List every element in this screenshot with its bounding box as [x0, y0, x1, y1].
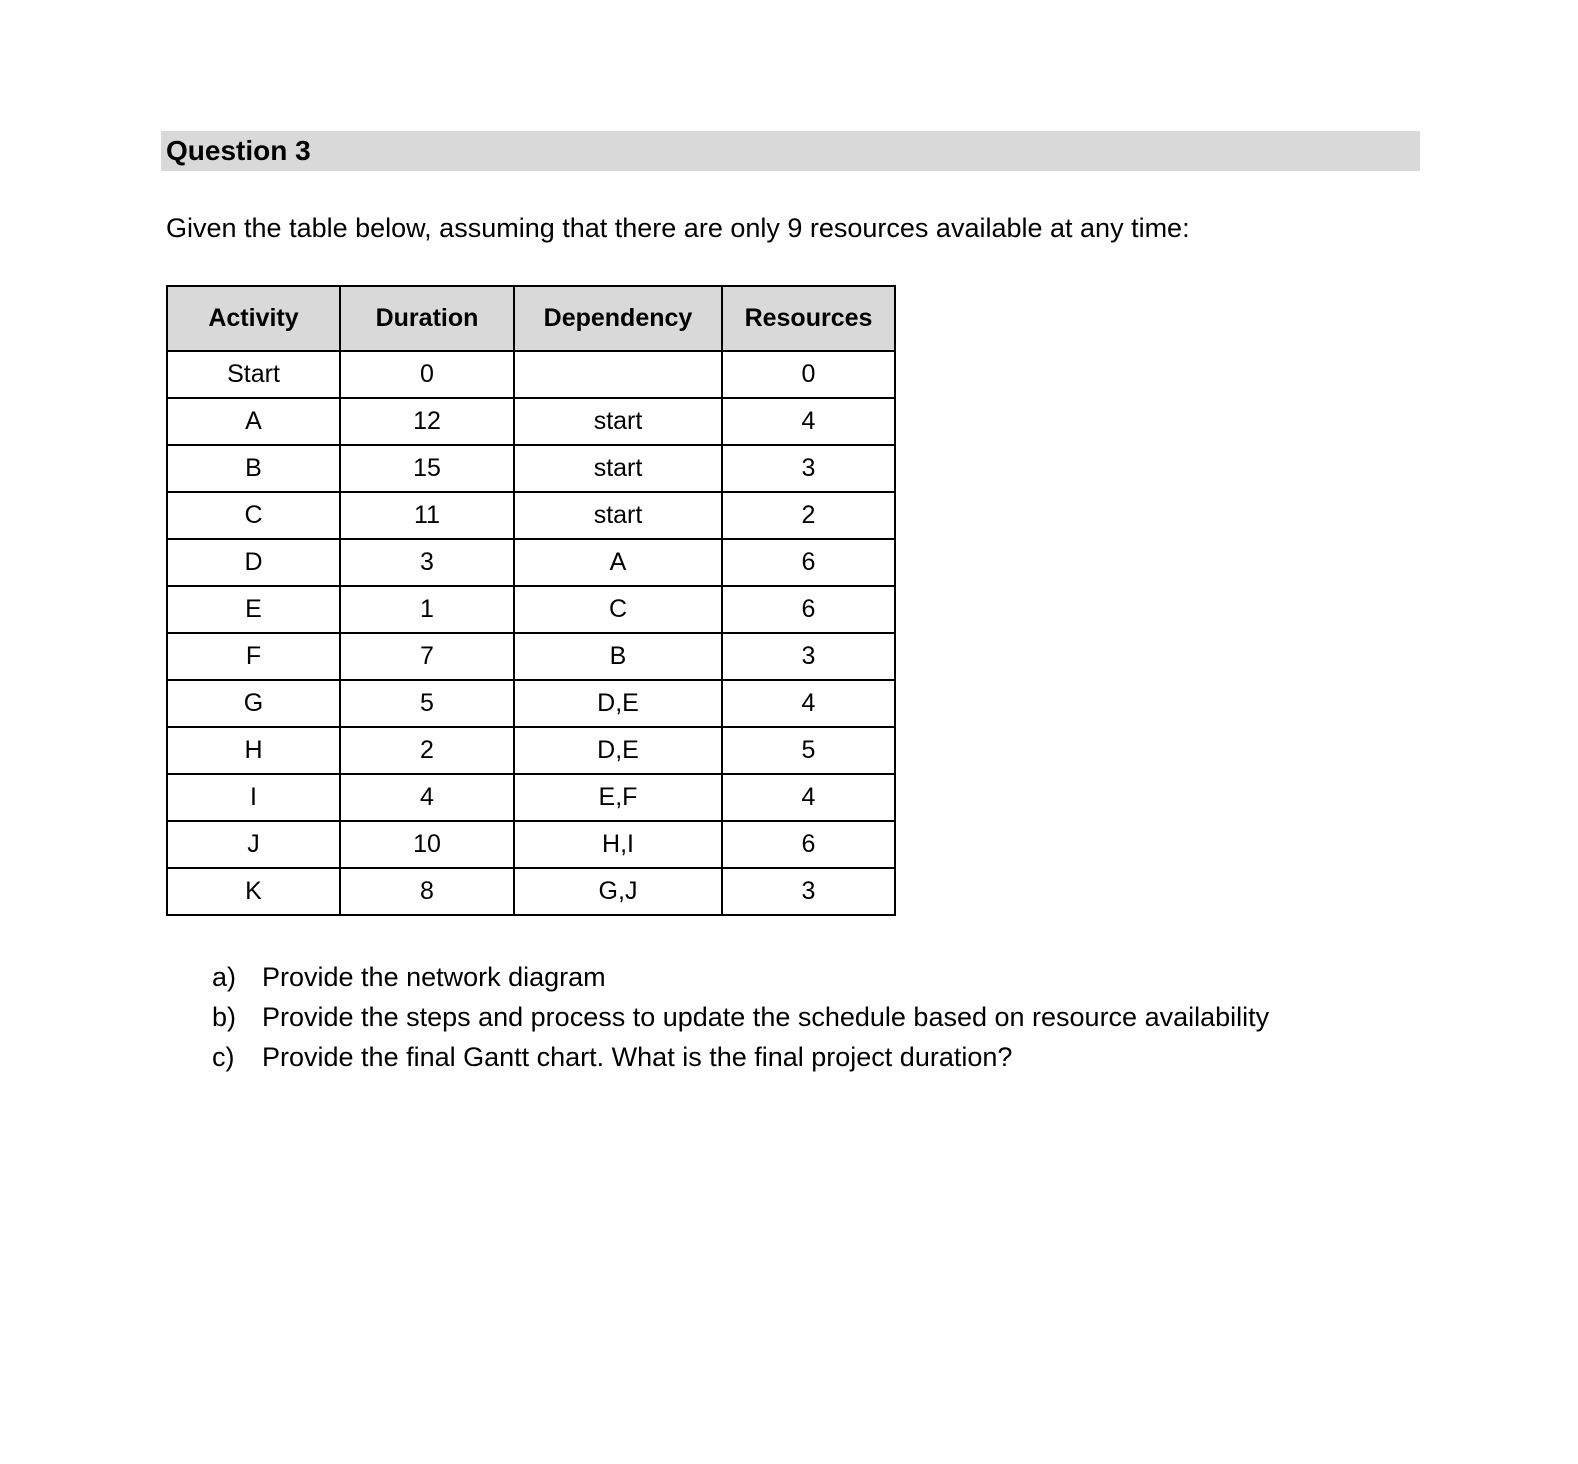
duration-cell: 4: [340, 774, 514, 821]
table-row: [167, 868, 895, 915]
table-row: [167, 774, 895, 821]
resources-cell: 4: [722, 680, 895, 727]
duration-cell: 2: [340, 727, 514, 774]
activity-cell: H: [167, 727, 340, 774]
dependency-cell: G,J: [514, 868, 722, 915]
activity-cell: J: [167, 821, 340, 868]
list-item: [212, 1037, 1269, 1077]
duration-cell: 12: [340, 398, 514, 445]
activity-cell: C: [167, 492, 340, 539]
task-marker: a): [212, 962, 237, 992]
header-dependency: Dependency: [514, 286, 722, 351]
activity-cell: I: [167, 774, 340, 821]
resources-cell: 6: [722, 821, 895, 868]
table-row: [167, 539, 895, 586]
duration-cell: 8: [340, 868, 514, 915]
table-row: [167, 680, 895, 727]
header-resources: Resources: [722, 286, 895, 351]
task-text: Provide the steps and process to update the schedule based on resource availability: [262, 1002, 1270, 1032]
activity-cell: F: [167, 633, 340, 680]
dependency-cell: B: [514, 633, 722, 680]
table-row: [167, 398, 895, 445]
resources-cell: 0: [722, 351, 895, 398]
activity-cell: B: [167, 445, 340, 492]
table-row: [167, 492, 895, 539]
table-row: [167, 633, 895, 680]
table-row: [167, 586, 895, 633]
list-item: [212, 957, 1269, 997]
task-text: Provide the final Gantt chart. What is the final project duration?: [262, 1042, 1013, 1072]
table-row: [167, 821, 895, 868]
activity-cell: K: [167, 868, 340, 915]
activity-cell: G: [167, 680, 340, 727]
duration-cell: 15: [340, 445, 514, 492]
dependency-cell: [514, 351, 722, 398]
dependency-cell: start: [514, 398, 722, 445]
resources-cell: 4: [722, 774, 895, 821]
dependency-cell: D,E: [514, 727, 722, 774]
duration-cell: 7: [340, 633, 514, 680]
dependency-cell: E,F: [514, 774, 722, 821]
dependency-cell: D,E: [514, 680, 722, 727]
table-row: [167, 445, 895, 492]
resources-cell: 4: [722, 398, 895, 445]
activity-table: [166, 285, 896, 916]
resources-cell: 3: [722, 868, 895, 915]
table-row: [167, 727, 895, 774]
dependency-cell: start: [514, 445, 722, 492]
duration-cell: 1: [340, 586, 514, 633]
activity-cell: Start: [167, 351, 340, 398]
intro-text: Given the table below, assuming that there are only 9 resources available at any time:: [166, 213, 1190, 243]
list-item: [212, 997, 1269, 1037]
dependency-cell: H,I: [514, 821, 722, 868]
task-marker: c): [212, 1042, 235, 1072]
header-activity: Activity: [167, 286, 340, 351]
dependency-cell: C: [514, 586, 722, 633]
activity-cell: E: [167, 586, 340, 633]
resources-cell: 3: [722, 633, 895, 680]
activity-cell: A: [167, 398, 340, 445]
resources-cell: 6: [722, 539, 895, 586]
duration-cell: 11: [340, 492, 514, 539]
question-title: Question 3: [166, 135, 311, 166]
duration-cell: 3: [340, 539, 514, 586]
resources-cell: 3: [722, 445, 895, 492]
resources-cell: 5: [722, 727, 895, 774]
duration-cell: 5: [340, 680, 514, 727]
header-duration: Duration: [340, 286, 514, 351]
activity-cell: D: [167, 539, 340, 586]
duration-cell: 0: [340, 351, 514, 398]
task-text: Provide the network diagram: [262, 962, 606, 992]
dependency-cell: start: [514, 492, 722, 539]
dependency-cell: A: [514, 539, 722, 586]
resources-cell: 6: [722, 586, 895, 633]
resources-cell: 2: [722, 492, 895, 539]
task-marker: b): [212, 1002, 237, 1032]
table-row: [167, 351, 895, 398]
task-list: [212, 957, 1269, 1077]
question-header-bar: [161, 131, 1420, 171]
duration-cell: 10: [340, 821, 514, 868]
table-header-row: [167, 286, 895, 351]
